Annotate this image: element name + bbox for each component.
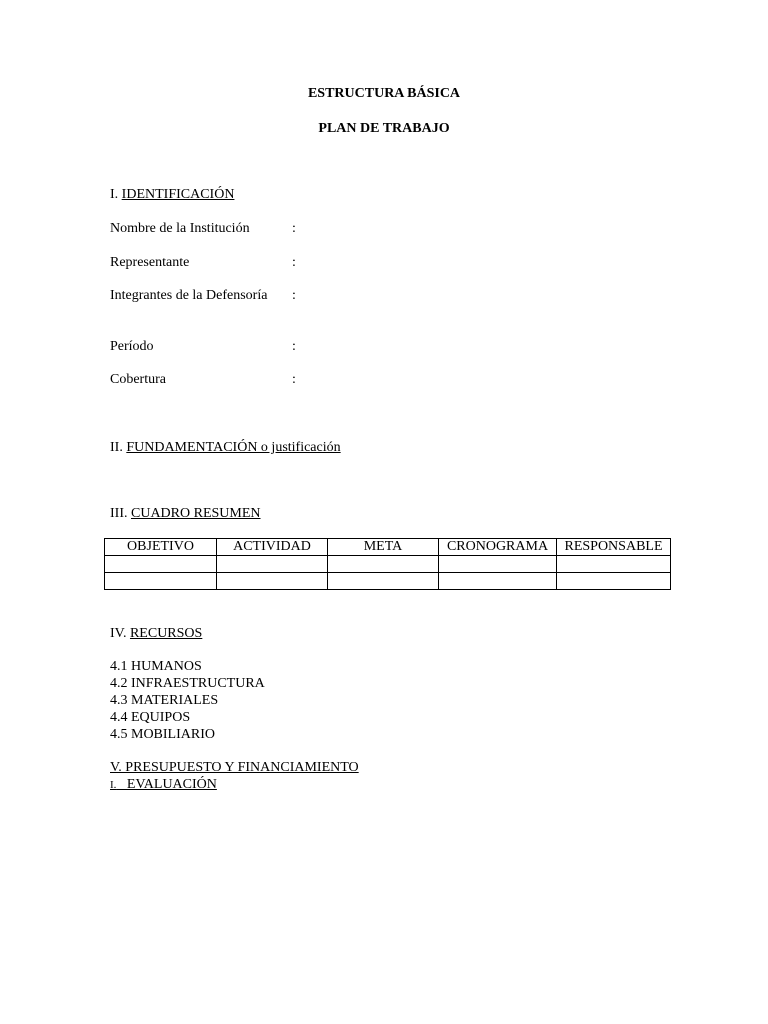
field-label-integrantes: Integrantes de la Defensoría	[110, 288, 268, 303]
list-item: 4.5 MOBILIARIO	[110, 727, 215, 742]
section-title: RECURSOS	[129, 626, 203, 641]
section-number: I.	[110, 187, 122, 202]
column-header-actividad: ACTIVIDAD	[217, 539, 328, 556]
section-title: IDENTIFICACIÓN	[121, 187, 235, 202]
document-subtitle: PLAN DE TRABAJO	[318, 121, 450, 136]
field-colon: :	[292, 372, 296, 387]
field-label-periodo: Período	[110, 339, 154, 354]
section-presupuesto-heading: V. PRESUPUESTO Y FINANCIAMIENTO	[110, 760, 359, 775]
section-fundamentacion-heading	[110, 440, 341, 456]
table-cell	[439, 556, 557, 573]
table-cell	[105, 573, 217, 590]
column-header-meta: META	[328, 539, 439, 556]
column-header-objetivo: OBJETIVO	[105, 539, 217, 556]
field-colon: :	[292, 288, 296, 303]
section-number: II.	[110, 440, 127, 455]
table-row	[105, 573, 671, 590]
column-header-cronograma: CRONOGRAMA	[439, 539, 557, 556]
table-cell	[557, 573, 671, 590]
table-cell	[328, 573, 439, 590]
field-label-cobertura: Cobertura	[110, 372, 166, 387]
resources-list	[110, 658, 265, 743]
table-cell	[439, 573, 557, 590]
section-recursos-heading	[110, 626, 202, 642]
table-header-row	[105, 539, 671, 556]
table-cell	[557, 556, 671, 573]
section-evaluacion-heading	[110, 777, 217, 793]
table-cell	[217, 573, 328, 590]
field-colon: :	[292, 339, 296, 354]
field-label-representante: Representante	[110, 255, 190, 270]
list-item: 4.4 EQUIPOS	[110, 710, 191, 725]
section-cuadro-resumen-heading	[110, 506, 261, 522]
list-item: 4.3 MATERIALES	[110, 693, 219, 708]
section-number: I.	[110, 779, 117, 791]
table-cell	[328, 556, 439, 573]
section-title: FUNDAMENTACIÓN o justificación	[126, 440, 341, 455]
field-label-institucion: Nombre de la Institución	[110, 221, 250, 236]
table-cell	[105, 556, 217, 573]
summary-table	[104, 538, 671, 590]
section-title: CUADRO RESUMEN	[131, 506, 261, 521]
list-item: 4.1 HUMANOS	[110, 659, 202, 674]
document-title: ESTRUCTURA BÁSICA	[307, 86, 461, 101]
list-item: 4.2 INFRAESTRUCTURA	[110, 676, 265, 691]
section-number: IV.	[110, 626, 130, 641]
field-colon: :	[292, 255, 296, 270]
section-title: EVALUACIÓN	[116, 777, 217, 792]
section-identificacion-heading	[110, 187, 234, 203]
table-cell	[217, 556, 328, 573]
section-number: III.	[110, 506, 131, 521]
field-colon: :	[292, 221, 296, 236]
table-row	[105, 556, 671, 573]
column-header-responsable: RESPONSABLE	[557, 539, 671, 556]
